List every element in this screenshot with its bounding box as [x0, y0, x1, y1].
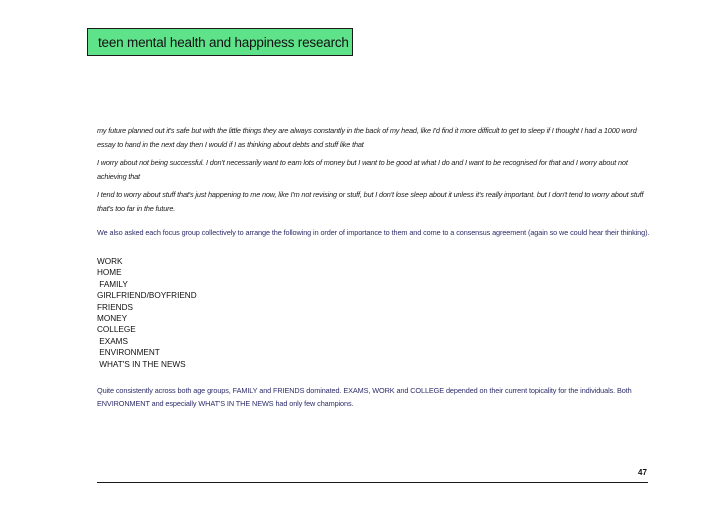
- list-item: COLLEGE: [97, 325, 136, 335]
- quotes-section: [97, 124, 652, 222]
- report-title: teen mental health and happiness research: [98, 35, 349, 50]
- list-item: HOME: [97, 268, 122, 278]
- page-number: 47: [638, 468, 647, 477]
- list-item: WHAT'S IN THE NEWS: [97, 359, 186, 369]
- intro-paragraph: We also asked each focus group collectively to arrange the following in order of importance to them and come to a consensus agreement (again so we could hear their thinking).: [97, 228, 650, 237]
- conclusion-paragraph: Quite consistently across both age groups, FAMILY and FRIENDS dominated. EXAMS, WORK and COLLEGE depended on their current topicality for the individuals. Both ENVIRONMENT and especially WHAT'S IN THE NEWS had only few champions.: [97, 386, 632, 408]
- list-item: FRIENDS: [97, 302, 133, 312]
- quote-1: my future planned out it's safe but with the little things they are always constantly in the back of my head, like I'd find it more difficult to get to sleep if I thought I had a 1000 word essay to hand in the next day then I would if I as thinking about debts and stuff like that: [97, 126, 637, 149]
- quote-2: I worry about not being successful. I don't necessarily want to earn lots of money but I want to be good at what I do and I want to be recognised for that and I worry about not achieving that: [97, 158, 628, 181]
- list-item: WORK: [97, 257, 123, 266]
- list-item: EXAMS: [97, 336, 128, 346]
- list-item: GIRLFRIEND/BOYFRIEND: [97, 291, 197, 301]
- list-item: MONEY: [97, 314, 128, 324]
- importance-ranking-list: [97, 256, 197, 370]
- quote-3: I tend to worry about stuff that's just happening to me now, like I'm not revising or stuff, but I don't lose sleep about it unless it's really important. but I don't tend to worry about stuff that's too far in the future.: [97, 190, 644, 213]
- list-item: ENVIRONMENT: [97, 348, 160, 358]
- list-item: FAMILY: [97, 279, 128, 289]
- footer-divider: [97, 482, 648, 483]
- report-header-banner: [87, 28, 353, 56]
